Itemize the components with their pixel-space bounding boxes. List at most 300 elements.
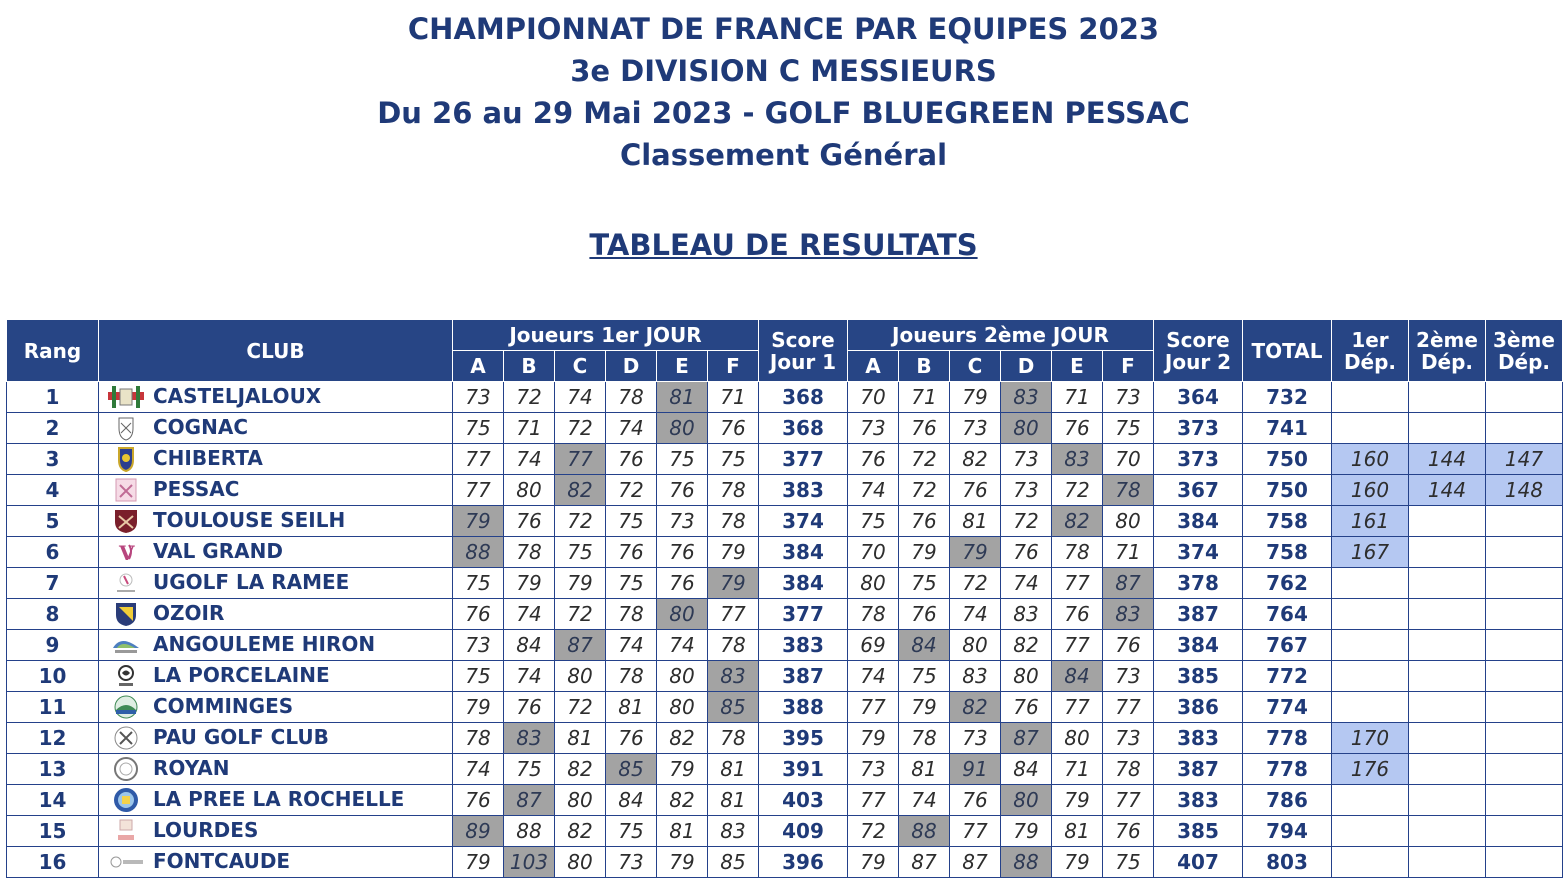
score-day2-cell: 384 [1154, 506, 1243, 537]
header-day2-players: Joueurs 2ème JOUR [848, 320, 1154, 351]
total-cell: 762 [1243, 568, 1332, 599]
score-day2-cell: 386 [1154, 692, 1243, 723]
header-day2-player-d: D [1001, 351, 1052, 382]
day2-player-b-score: 79 [899, 692, 950, 723]
header-dep3-line1: 3ème [1493, 327, 1555, 352]
header-dep2-line2: Dép. [1420, 349, 1474, 374]
header-day2-player-c: C [950, 351, 1001, 382]
tiebreak-3-cell [1486, 723, 1563, 754]
total-cell: 767 [1243, 630, 1332, 661]
day2-player-c-score: 72 [950, 568, 1001, 599]
header-day1-player-e: E [657, 351, 708, 382]
day2-player-a-score: 70 [848, 537, 899, 568]
svg-text:V: V [119, 541, 135, 566]
day2-player-d-score: 83 [1001, 599, 1052, 630]
day1-player-f-score: 83 [708, 661, 759, 692]
club-cell [99, 630, 453, 661]
tiebreak-1-cell [1332, 630, 1409, 661]
la-porcelaine-logo [107, 663, 145, 689]
day2-player-e-score: 71 [1052, 382, 1103, 413]
day2-player-f-score: 73 [1103, 661, 1154, 692]
day1-player-a-score: 73 [453, 382, 504, 413]
tiebreak-1-cell [1332, 568, 1409, 599]
day1-player-e-score: 80 [657, 413, 708, 444]
rank-cell: 1 [7, 382, 99, 413]
day2-player-b-score: 72 [899, 444, 950, 475]
day2-player-b-score: 76 [899, 506, 950, 537]
rank-cell: 12 [7, 723, 99, 754]
club-cell [99, 537, 453, 568]
day1-player-d-score: 78 [606, 661, 657, 692]
day2-player-e-score: 71 [1052, 754, 1103, 785]
score-day2-cell: 407 [1154, 847, 1243, 878]
header-day1-player-b: B [504, 351, 555, 382]
total-cell: 778 [1243, 754, 1332, 785]
header-dep2-line1: 2ème [1416, 327, 1478, 352]
day2-player-a-score: 79 [848, 847, 899, 878]
tiebreak-3-cell [1486, 537, 1563, 568]
day1-player-c-score: 81 [555, 723, 606, 754]
day2-player-a-score: 77 [848, 692, 899, 723]
day1-player-a-score: 76 [453, 599, 504, 630]
day2-player-d-score: 73 [1001, 475, 1052, 506]
tiebreak-1-cell: 170 [1332, 723, 1409, 754]
tiebreak-1-cell: 167 [1332, 537, 1409, 568]
score-day1-cell: 374 [759, 506, 848, 537]
day1-player-c-score: 82 [555, 475, 606, 506]
day2-player-d-score: 83 [1001, 382, 1052, 413]
tiebreak-2-cell [1409, 785, 1486, 816]
tiebreak-2-cell [1409, 506, 1486, 537]
club-name: COMMINGES [153, 693, 294, 718]
day1-player-f-score: 78 [708, 506, 759, 537]
day1-player-a-score: 79 [453, 847, 504, 878]
results-table-heading: TABLEAU DE RESULTATS [589, 228, 978, 262]
la-pree-la-rochelle-logo [107, 787, 145, 813]
club-cell [99, 816, 453, 847]
tiebreak-3-cell [1486, 630, 1563, 661]
day1-player-b-score: 72 [504, 382, 555, 413]
day1-player-a-score: 76 [453, 785, 504, 816]
day2-player-c-score: 82 [950, 692, 1001, 723]
day1-player-d-score: 84 [606, 785, 657, 816]
day2-player-f-score: 73 [1103, 382, 1154, 413]
day2-player-f-score: 70 [1103, 444, 1154, 475]
header-day2-player-a: A [848, 351, 899, 382]
day1-player-d-score: 74 [606, 413, 657, 444]
day1-player-d-score: 73 [606, 847, 657, 878]
table-row [7, 754, 1563, 785]
day1-player-b-score: 80 [504, 475, 555, 506]
day2-player-d-score: 72 [1001, 506, 1052, 537]
table-row [7, 785, 1563, 816]
day2-player-c-score: 76 [950, 475, 1001, 506]
rank-cell: 9 [7, 630, 99, 661]
title-line-2: 3e DIVISION C MESSIEURS [570, 54, 997, 88]
table-row [7, 413, 1563, 444]
club-name: CHIBERTA [153, 445, 263, 470]
club-cell [99, 506, 453, 537]
day2-player-b-score: 76 [899, 413, 950, 444]
total-cell: 764 [1243, 599, 1332, 630]
club-name: TOULOUSE SEILH [153, 507, 346, 532]
day1-player-c-score: 72 [555, 692, 606, 723]
day1-player-b-score: 103 [504, 847, 555, 878]
pessac-logo [107, 477, 145, 503]
club-cell [99, 568, 453, 599]
day1-player-e-score: 81 [657, 382, 708, 413]
score-day1-cell: 383 [759, 630, 848, 661]
day1-player-c-score: 82 [555, 816, 606, 847]
day2-player-b-score: 71 [899, 382, 950, 413]
day1-player-b-score: 76 [504, 506, 555, 537]
day1-player-d-score: 78 [606, 599, 657, 630]
day1-player-d-score: 72 [606, 475, 657, 506]
chiberta-logo [107, 446, 145, 472]
tiebreak-2-cell [1409, 754, 1486, 785]
day1-player-d-score: 76 [606, 537, 657, 568]
title-line-1: CHAMPIONNAT DE FRANCE PAR EQUIPES 2023 [407, 12, 1160, 46]
header-dep1-line2: Dép. [1343, 349, 1397, 374]
day2-player-b-score: 79 [899, 537, 950, 568]
header-dep1 [1332, 320, 1409, 382]
day1-player-a-score: 77 [453, 444, 504, 475]
day1-player-f-score: 81 [708, 785, 759, 816]
day1-player-e-score: 80 [657, 692, 708, 723]
day2-player-f-score: 75 [1103, 847, 1154, 878]
club-cell [99, 785, 453, 816]
tiebreak-3-cell [1486, 506, 1563, 537]
day2-player-a-score: 79 [848, 723, 899, 754]
val-grand-logo [107, 539, 145, 565]
day2-player-c-score: 87 [950, 847, 1001, 878]
day2-player-c-score: 73 [950, 723, 1001, 754]
day1-player-d-score: 81 [606, 692, 657, 723]
total-cell: 758 [1243, 537, 1332, 568]
day2-player-f-score: 76 [1103, 630, 1154, 661]
club-cell [99, 847, 453, 878]
day2-player-f-score: 78 [1103, 475, 1154, 506]
score-day2-cell: 387 [1154, 599, 1243, 630]
day2-player-a-score: 76 [848, 444, 899, 475]
score-day2-cell: 378 [1154, 568, 1243, 599]
club-cell [99, 599, 453, 630]
header-day1-player-c: C [555, 351, 606, 382]
day1-player-a-score: 89 [453, 816, 504, 847]
day2-player-f-score: 80 [1103, 506, 1154, 537]
club-name: ROYAN [153, 755, 230, 780]
score-day1-cell: 377 [759, 444, 848, 475]
table-row [7, 661, 1563, 692]
day1-player-d-score: 78 [606, 382, 657, 413]
club-cell [99, 382, 453, 413]
rank-cell: 13 [7, 754, 99, 785]
rank-cell: 15 [7, 816, 99, 847]
day2-player-b-score: 78 [899, 723, 950, 754]
day1-player-c-score: 75 [555, 537, 606, 568]
day2-player-c-score: 80 [950, 630, 1001, 661]
table-row [7, 444, 1563, 475]
day1-player-f-score: 85 [708, 692, 759, 723]
day1-player-c-score: 80 [555, 785, 606, 816]
day2-player-c-score: 91 [950, 754, 1001, 785]
day1-player-b-score: 83 [504, 723, 555, 754]
day2-player-d-score: 73 [1001, 444, 1052, 475]
header-day1-player-f: F [708, 351, 759, 382]
rank-cell: 11 [7, 692, 99, 723]
rank-cell: 3 [7, 444, 99, 475]
score-day1-cell: 388 [759, 692, 848, 723]
tiebreak-3-cell [1486, 754, 1563, 785]
club-name: CASTELJALOUX [153, 383, 322, 408]
day1-player-b-score: 88 [504, 816, 555, 847]
day2-player-e-score: 77 [1052, 692, 1103, 723]
tiebreak-2-cell [1409, 568, 1486, 599]
tiebreak-2-cell [1409, 847, 1486, 878]
day1-player-a-score: 79 [453, 506, 504, 537]
tiebreak-3-cell [1486, 847, 1563, 878]
header-score-day1 [759, 320, 848, 382]
table-row [7, 382, 1563, 413]
day2-player-b-score: 88 [899, 816, 950, 847]
title-line-3: Du 26 au 29 Mai 2023 - GOLF BLUEGREEN PESSAC [377, 96, 1190, 130]
header-day1-players: Joueurs 1er JOUR [453, 320, 759, 351]
header-total: TOTAL [1243, 320, 1332, 382]
tiebreak-3-cell: 148 [1486, 475, 1563, 506]
table-row [7, 692, 1563, 723]
score-day2-cell: 373 [1154, 413, 1243, 444]
day2-player-f-score: 78 [1103, 754, 1154, 785]
rank-cell: 4 [7, 475, 99, 506]
tiebreak-2-cell [1409, 692, 1486, 723]
rank-cell: 14 [7, 785, 99, 816]
day2-player-d-score: 88 [1001, 847, 1052, 878]
day2-player-b-score: 76 [899, 599, 950, 630]
day1-player-c-score: 82 [555, 754, 606, 785]
score-day2-cell: 373 [1154, 444, 1243, 475]
day1-player-a-score: 75 [453, 661, 504, 692]
header-score-day1-line1: Score [771, 327, 835, 352]
day2-player-a-score: 70 [848, 382, 899, 413]
day2-player-c-score: 79 [950, 537, 1001, 568]
day1-player-a-score: 77 [453, 475, 504, 506]
tiebreak-2-cell [1409, 661, 1486, 692]
day2-player-c-score: 77 [950, 816, 1001, 847]
day2-player-d-score: 76 [1001, 537, 1052, 568]
day1-player-b-score: 74 [504, 599, 555, 630]
rank-cell: 16 [7, 847, 99, 878]
day2-player-b-score: 74 [899, 785, 950, 816]
tiebreak-1-cell: 160 [1332, 475, 1409, 506]
total-cell: 750 [1243, 475, 1332, 506]
header-dep1-line1: 1er [1351, 327, 1389, 352]
club-cell [99, 692, 453, 723]
day1-player-e-score: 79 [657, 754, 708, 785]
header-score-day1-line2: Jour 1 [769, 349, 837, 374]
header-day2-player-e: E [1052, 351, 1103, 382]
header-dep2 [1409, 320, 1486, 382]
day1-player-f-score: 79 [708, 568, 759, 599]
header-score-day2-line1: Score [1166, 327, 1230, 352]
ugolf-la-ramee-logo [107, 570, 145, 596]
tiebreak-2-cell [1409, 599, 1486, 630]
tiebreak-1-cell: 160 [1332, 444, 1409, 475]
day2-player-b-score: 75 [899, 661, 950, 692]
day1-player-c-score: 72 [555, 506, 606, 537]
day1-player-e-score: 76 [657, 537, 708, 568]
header-day1-player-d: D [606, 351, 657, 382]
score-day2-cell: 385 [1154, 661, 1243, 692]
day2-player-d-score: 80 [1001, 785, 1052, 816]
day1-player-d-score: 75 [606, 568, 657, 599]
day2-player-f-score: 77 [1103, 692, 1154, 723]
club-name: PESSAC [153, 476, 240, 501]
total-cell: 778 [1243, 723, 1332, 754]
score-day2-cell: 367 [1154, 475, 1243, 506]
club-name: LA PREE LA ROCHELLE [153, 786, 405, 811]
rank-cell: 7 [7, 568, 99, 599]
table-row [7, 506, 1563, 537]
day1-player-c-score: 80 [555, 661, 606, 692]
day1-player-a-score: 73 [453, 630, 504, 661]
tiebreak-3-cell [1486, 661, 1563, 692]
day2-player-a-score: 74 [848, 475, 899, 506]
score-day1-cell: 387 [759, 661, 848, 692]
rank-cell: 8 [7, 599, 99, 630]
score-day1-cell: 377 [759, 599, 848, 630]
club-name: LOURDES [153, 817, 259, 842]
header-rang: Rang [7, 320, 99, 382]
day2-player-c-score: 79 [950, 382, 1001, 413]
club-cell [99, 754, 453, 785]
table-row [7, 723, 1563, 754]
day1-player-b-score: 74 [504, 661, 555, 692]
rank-cell: 6 [7, 537, 99, 568]
club-name: LA PORCELAINE [153, 662, 330, 687]
day2-player-f-score: 83 [1103, 599, 1154, 630]
tiebreak-2-cell [1409, 630, 1486, 661]
score-day1-cell: 368 [759, 382, 848, 413]
tiebreak-3-cell [1486, 599, 1563, 630]
royan-logo [107, 756, 145, 782]
tiebreak-2-cell [1409, 382, 1486, 413]
day2-player-e-score: 82 [1052, 506, 1103, 537]
club-cell [99, 475, 453, 506]
header-day1-player-a: A [453, 351, 504, 382]
day2-player-c-score: 83 [950, 661, 1001, 692]
day1-player-b-score: 74 [504, 444, 555, 475]
day2-player-b-score: 87 [899, 847, 950, 878]
day2-player-f-score: 73 [1103, 723, 1154, 754]
angouleme-hiron-logo [107, 632, 145, 658]
day2-player-e-score: 76 [1052, 413, 1103, 444]
day1-player-a-score: 75 [453, 568, 504, 599]
ozoir-logo [107, 601, 145, 627]
day2-player-e-score: 72 [1052, 475, 1103, 506]
day1-player-d-score: 74 [606, 630, 657, 661]
day1-player-d-score: 75 [606, 816, 657, 847]
table-row [7, 630, 1563, 661]
header-day2-player-f: F [1103, 351, 1154, 382]
day2-player-b-score: 75 [899, 568, 950, 599]
tiebreak-1-cell [1332, 816, 1409, 847]
score-day1-cell: 391 [759, 754, 848, 785]
day2-player-d-score: 79 [1001, 816, 1052, 847]
tiebreak-3-cell [1486, 816, 1563, 847]
day1-player-f-score: 76 [708, 413, 759, 444]
day1-player-f-score: 85 [708, 847, 759, 878]
day1-player-d-score: 85 [606, 754, 657, 785]
day2-player-d-score: 80 [1001, 661, 1052, 692]
tiebreak-1-cell [1332, 599, 1409, 630]
day1-player-e-score: 73 [657, 506, 708, 537]
day1-player-b-score: 84 [504, 630, 555, 661]
tiebreak-3-cell [1486, 382, 1563, 413]
tiebreak-3-cell: 147 [1486, 444, 1563, 475]
day1-player-c-score: 79 [555, 568, 606, 599]
day2-player-a-score: 69 [848, 630, 899, 661]
day1-player-f-score: 78 [708, 475, 759, 506]
day1-player-e-score: 82 [657, 785, 708, 816]
day1-player-b-score: 87 [504, 785, 555, 816]
score-day1-cell: 384 [759, 537, 848, 568]
day2-player-d-score: 82 [1001, 630, 1052, 661]
day1-player-c-score: 87 [555, 630, 606, 661]
score-day2-cell: 364 [1154, 382, 1243, 413]
tiebreak-3-cell [1486, 413, 1563, 444]
rank-cell: 10 [7, 661, 99, 692]
day1-player-f-score: 81 [708, 754, 759, 785]
day2-player-a-score: 80 [848, 568, 899, 599]
tiebreak-2-cell: 144 [1409, 475, 1486, 506]
day1-player-b-score: 79 [504, 568, 555, 599]
total-cell: 732 [1243, 382, 1332, 413]
rank-cell: 5 [7, 506, 99, 537]
day1-player-a-score: 75 [453, 413, 504, 444]
day1-player-e-score: 74 [657, 630, 708, 661]
tiebreak-1-cell: 176 [1332, 754, 1409, 785]
day2-player-d-score: 84 [1001, 754, 1052, 785]
day1-player-b-score: 76 [504, 692, 555, 723]
day1-player-f-score: 71 [708, 382, 759, 413]
day1-player-d-score: 76 [606, 723, 657, 754]
day1-player-e-score: 82 [657, 723, 708, 754]
results-table [6, 319, 1563, 878]
total-cell: 750 [1243, 444, 1332, 475]
day1-player-b-score: 75 [504, 754, 555, 785]
total-cell: 741 [1243, 413, 1332, 444]
day1-player-f-score: 83 [708, 816, 759, 847]
total-cell: 774 [1243, 692, 1332, 723]
day2-player-e-score: 76 [1052, 599, 1103, 630]
score-day2-cell: 374 [1154, 537, 1243, 568]
day1-player-f-score: 78 [708, 723, 759, 754]
total-cell: 758 [1243, 506, 1332, 537]
table-row [7, 599, 1563, 630]
day2-player-f-score: 87 [1103, 568, 1154, 599]
title-line-4: Classement Général [619, 138, 948, 172]
tiebreak-2-cell [1409, 537, 1486, 568]
day2-player-a-score: 78 [848, 599, 899, 630]
day2-player-f-score: 75 [1103, 413, 1154, 444]
day2-player-e-score: 84 [1052, 661, 1103, 692]
day1-player-c-score: 74 [555, 382, 606, 413]
table-row [7, 568, 1563, 599]
day1-player-a-score: 74 [453, 754, 504, 785]
score-day2-cell: 385 [1154, 816, 1243, 847]
day2-player-b-score: 72 [899, 475, 950, 506]
total-cell: 803 [1243, 847, 1332, 878]
